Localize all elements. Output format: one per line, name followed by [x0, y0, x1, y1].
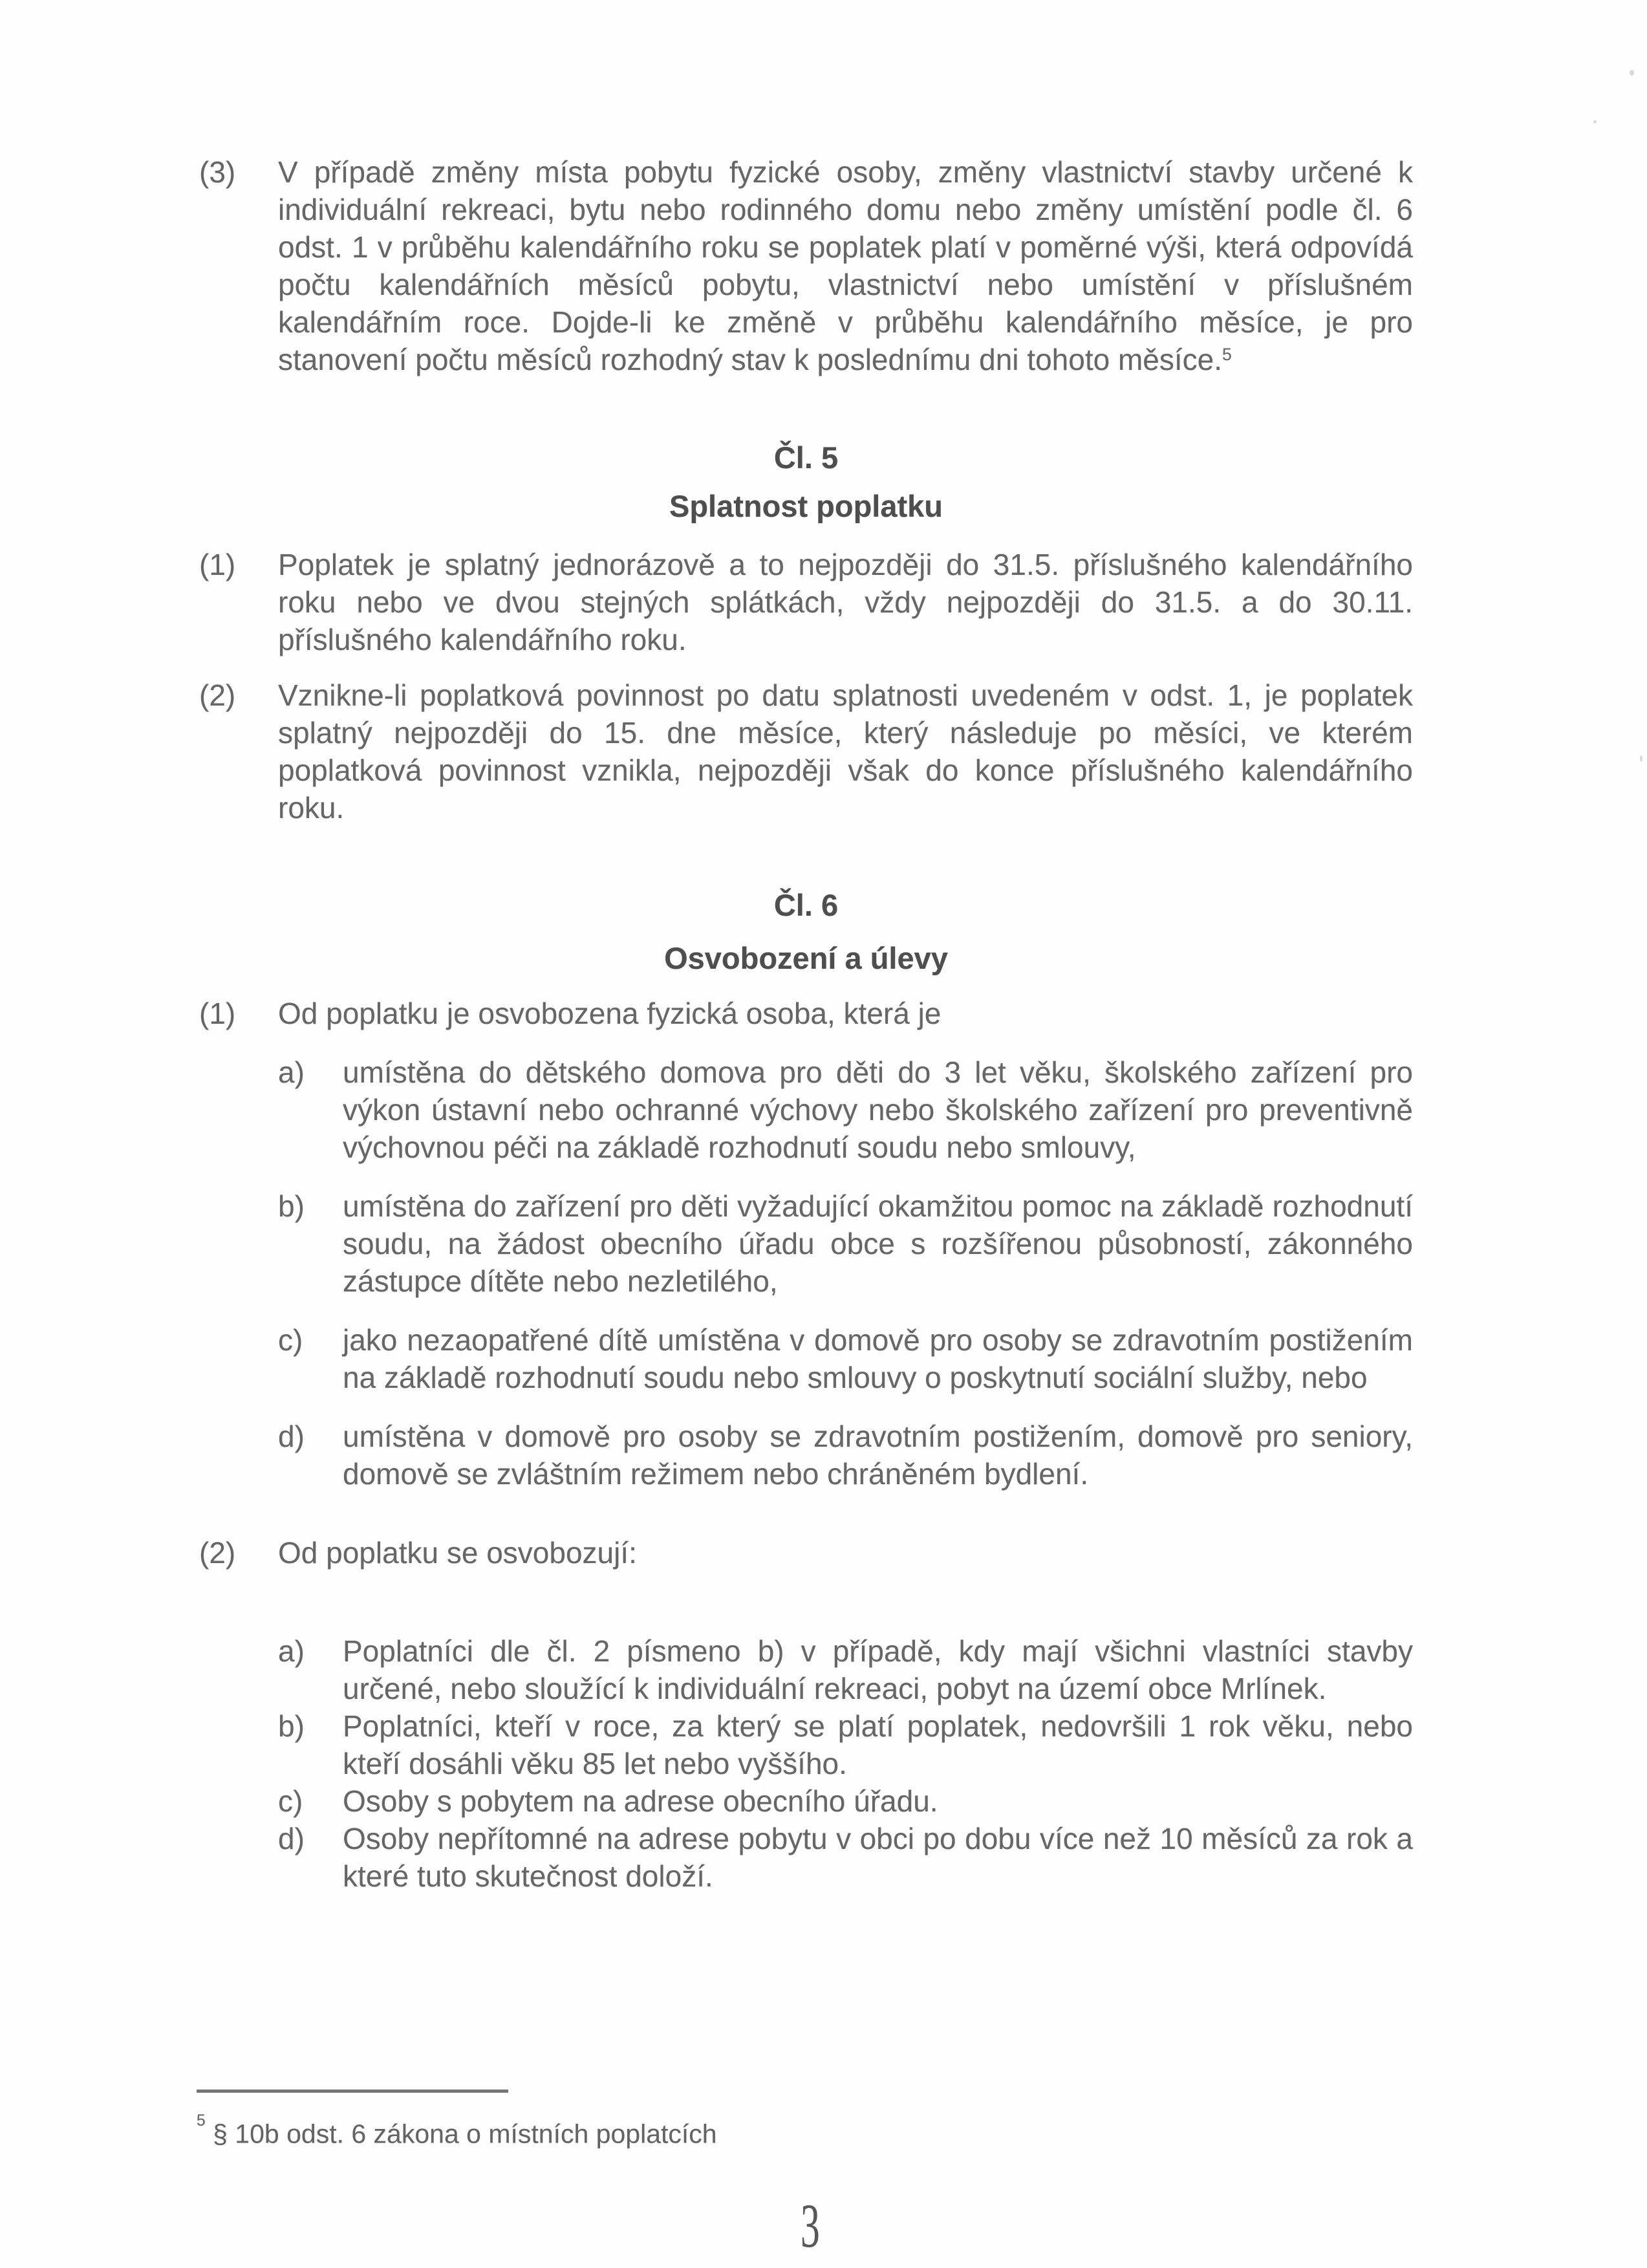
list-item-text: Osoby nepřítomné na adrese pobytu v obci po dobu více než 10 měsíců za rok a které tuto skutečnost doloží.	[343, 1822, 1413, 1893]
paragraph-text: Poplatek je splatný jednorázově a to nejpozději do 31.5. příslušného kalendářního roku nebo ve dvou stejných splátkách, vždy nejpozději do 31.5. a do 30.11. příslušného kalendářního roku.	[278, 548, 1413, 656]
list-item-text: umístěna v domově pro osoby se zdravotním postižením, domově pro seniory, domově se zvláštním režimem nebo chráněném bydlení.	[343, 1420, 1413, 1491]
list-item	[278, 1632, 1413, 1707]
scan-speck	[1640, 755, 1642, 762]
list-item	[278, 1418, 1413, 1493]
paragraph-number: (2)	[199, 678, 236, 712]
paragraph-text: Od poplatku se osvobozují:	[278, 1536, 637, 1570]
list-item	[278, 1321, 1413, 1396]
article-5-paragraph-2	[199, 676, 1413, 826]
list-item-letter: b)	[278, 1189, 305, 1223]
article-6-number-heading: Čl. 6	[773, 888, 839, 922]
paragraph-text: Vznikne-li poplatková povinnost po datu splatnosti uvedeném v odst. 1, je poplatek splatný nejpozději do 15. dne měsíce, který následuje po měsíci, ve kterém poplatková povinnost vznikla, nejpozději však do konce příslušného kalendářního roku.	[278, 678, 1413, 825]
list-item	[278, 1707, 1413, 1782]
article-6-paragraph-2	[199, 1534, 1413, 1571]
list-item-letter: a)	[278, 1055, 305, 1089]
article-5-title-heading: Splatnost poplatku	[669, 489, 943, 523]
exemption-other-list	[278, 1632, 1413, 1895]
article-5-number-heading: Čl. 5	[773, 440, 839, 475]
page-number: 3	[801, 2191, 820, 2260]
list-item-text: Poplatníci dle čl. 2 písmeno b) v případě, kdy mají všichni vlastníci stavby určené, nebo sloužící k individuální rekreaci, pobyt na území obce Mrlínek.	[343, 1634, 1413, 1705]
paragraph-number: (3)	[199, 155, 236, 189]
paragraph-number: (1)	[199, 548, 236, 581]
list-item	[278, 1782, 1413, 1820]
article-6-paragraph-1	[199, 995, 1413, 1032]
list-item	[278, 1187, 1413, 1300]
list-item-text: Poplatníci, kteří v roce, za který se platí poplatek, nedovršili 1 rok věku, nebo kteří dosáhli věku 85 let nebo vyššího.	[343, 1709, 1413, 1780]
paragraph-text: Od poplatku je osvobozena fyzická osoba, která je	[278, 997, 942, 1030]
list-item-letter: d)	[278, 1420, 305, 1453]
list-item	[278, 1053, 1413, 1166]
list-item-letter: b)	[278, 1709, 305, 1743]
paragraph-text	[278, 153, 1413, 378]
footnote	[197, 2112, 717, 2151]
footnote-number: 5	[197, 2111, 206, 2130]
list-item	[278, 1820, 1413, 1895]
list-item-text: jako nezaopatřené dítě umístěna v domově pro osoby se zdravotním postižením na základě rozhodnutí soudu nebo smlouvy o poskytnutí sociální služby, nebo	[343, 1323, 1413, 1394]
scan-speck	[1593, 120, 1597, 124]
scan-speck	[1630, 70, 1634, 76]
list-item-letter: d)	[278, 1822, 305, 1855]
footnote-text: § 10b odst. 6 zákona o místních poplatcích	[213, 2119, 717, 2149]
exemption-person-list	[278, 1053, 1413, 1493]
list-item-text: umístěna do zařízení pro děti vyžadující okamžitou pomoc na základě rozhodnutí soudu, na žádost obecního úřadu obce s rozšířenou působností, zákonného zástupce dítěte nebo nezletilého,	[343, 1189, 1413, 1298]
paragraph-number: (2)	[199, 1536, 236, 1570]
list-item-text: umístěna do dětského domova pro děti do 3 let věku, školského zařízení pro výkon ústavní nebo ochranné výchovy nebo školského zařízení pro preventivně výchovnou péči na základě rozhodnutí soudu nebo smlouvy,	[343, 1055, 1413, 1164]
article-5-paragraph-1	[199, 546, 1413, 658]
list-item-letter: a)	[278, 1634, 305, 1668]
list-item-letter: c)	[278, 1784, 303, 1818]
footnote-reference-mark: 5	[1222, 345, 1232, 365]
list-item-text: Osoby s pobytem na adrese obecního úřadu.	[343, 1784, 938, 1818]
footnote-separator-rule	[197, 2090, 508, 2093]
paragraph-3-body: V případě změny místa pobytu fyzické osoby, změny vlastnictví stavby určené k individuální rekreaci, bytu nebo rodinného domu nebo změny umístění podle čl. 6 odst. 1 v průběhu kalendářního roku se poplatek platí v poměrné výši, která odpovídá počtu kalendářních měsíců pobytu, vlastnictví nebo umístění v příslušném kalendářním roce. Dojde-li ke změně v průběhu kalendářního měsíce, je pro stanovení počtu měsíců rozhodný stav k poslednímu dni tohoto měsíce.	[278, 155, 1413, 376]
list-item-letter: c)	[278, 1323, 303, 1357]
article-6-title-heading: Osvobození a úlevy	[664, 941, 948, 975]
paragraph-3	[199, 153, 1413, 378]
paragraph-number: (1)	[199, 997, 236, 1030]
